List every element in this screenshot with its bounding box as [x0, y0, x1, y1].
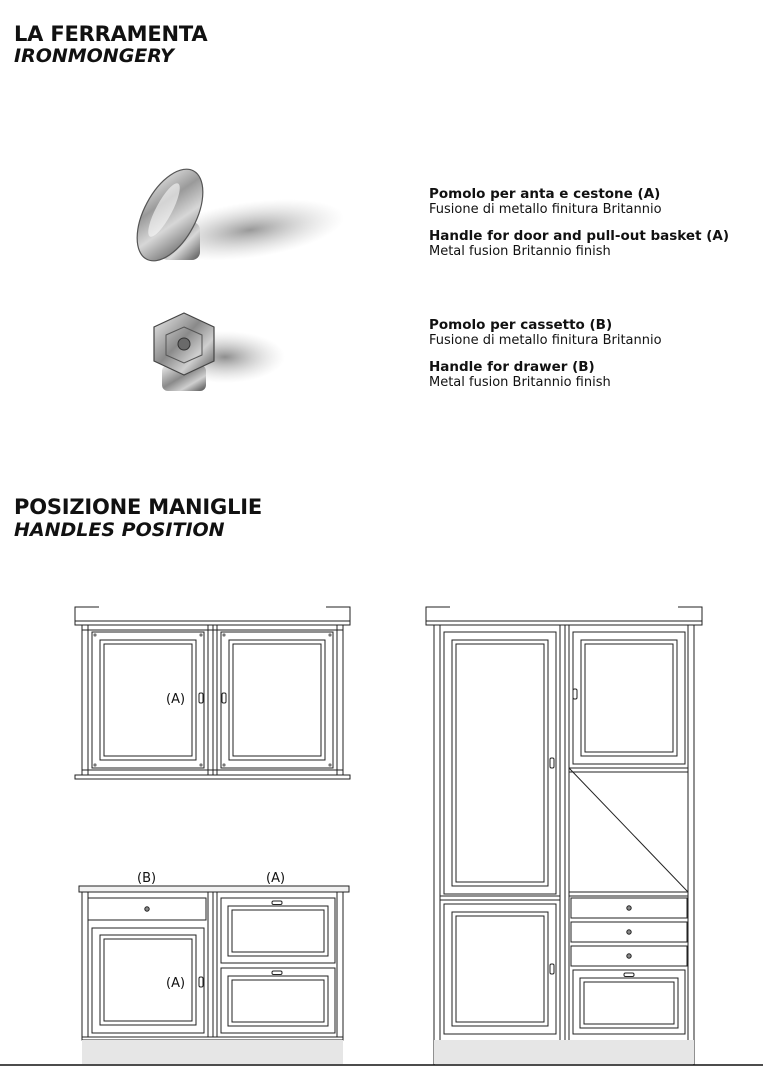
product-a-desc-en: Metal fusion Britannio finish: [429, 244, 611, 259]
base-unit-drawing: [79, 886, 349, 1064]
handles-position-subtitle: HANDLES POSITION: [14, 519, 225, 541]
ironmongery-subtitle: IRONMONGERY: [14, 45, 174, 67]
product-a-name-en: Handle for door and pull-out basket (A): [429, 228, 730, 244]
label-base-basket-a: (A): [266, 871, 286, 886]
product-a-name-it: Pomolo per anta e cestone (A): [429, 186, 661, 202]
label-wall-door-a: (A): [166, 692, 186, 707]
product-b-name-it: Pomolo per cassetto (B): [429, 317, 613, 333]
label-base-drawer-b: (B): [137, 871, 157, 886]
label-base-door-a: (A): [166, 976, 186, 991]
ironmongery-title: LA FERRAMENTA: [14, 22, 208, 46]
handles-position-title: POSIZIONE MANIGLIE: [14, 495, 263, 519]
wall-unit-drawing: [75, 607, 350, 779]
product-b-desc-en: Metal fusion Britannio finish: [429, 375, 611, 390]
product-a-desc-it: Fusione di metallo finitura Britannio: [429, 202, 662, 217]
product-b-name-en: Handle for drawer (B): [429, 359, 595, 375]
product-b-desc-it: Fusione di metallo finitura Britannio: [429, 333, 662, 348]
tall-unit-drawing: [426, 607, 702, 1065]
